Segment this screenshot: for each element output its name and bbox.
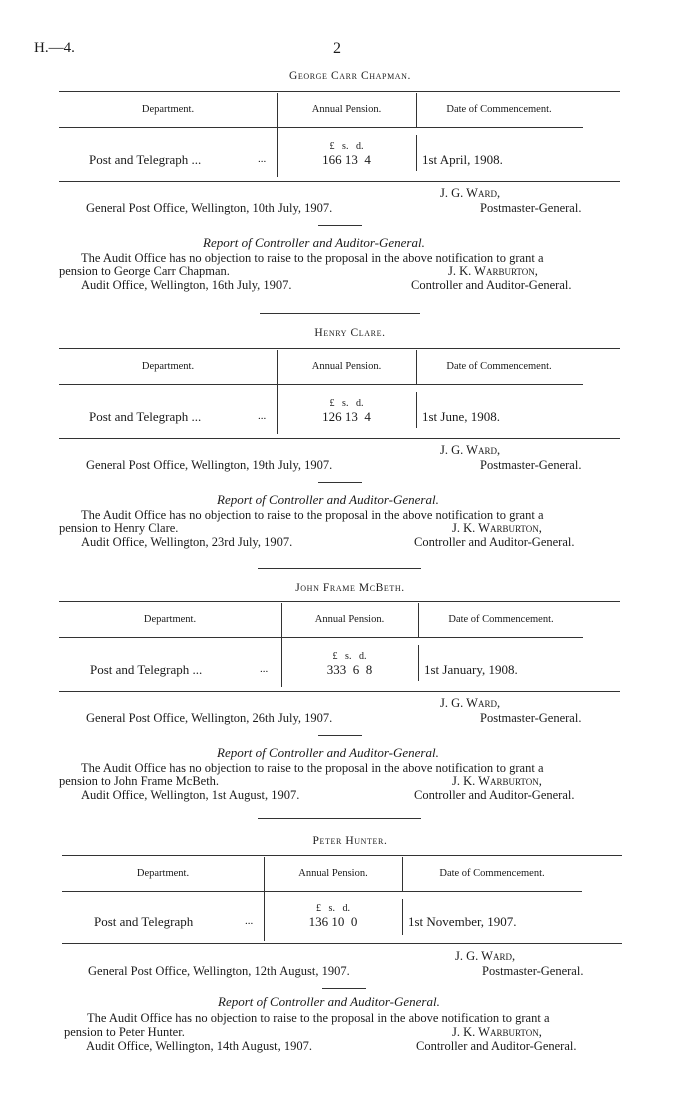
table-top-rule bbox=[59, 91, 620, 92]
report-text: The Audit Office has no objection to raise to the proposal in the above notification to grant a bbox=[81, 251, 544, 265]
column-divider bbox=[418, 645, 419, 681]
report-heading: Report of Controller and Auditor-General. bbox=[203, 235, 425, 250]
commencement-date: 1st June, 1908. bbox=[422, 409, 500, 424]
table-bottom-rule bbox=[59, 181, 620, 182]
leader-dots: ... bbox=[258, 410, 267, 422]
report-text: The Audit Office has no objection to raise to the proposal in the above notification to grant a bbox=[81, 761, 544, 775]
auditor-name: J. K. Warburton, bbox=[452, 774, 542, 788]
table-top-rule bbox=[59, 348, 620, 349]
report-text-continued: pension to Peter Hunter. bbox=[64, 1025, 185, 1039]
report-text-continued: pension to John Frame McBeth. bbox=[59, 774, 220, 788]
postmaster-name: J. G. Ward, bbox=[440, 443, 501, 457]
auditor-title: Controller and Auditor-General. bbox=[414, 535, 575, 549]
commencement-date: 1st January, 1908. bbox=[424, 662, 518, 677]
column-divider bbox=[416, 135, 417, 171]
table-top-rule bbox=[59, 601, 620, 602]
pensioner-name: George Carr Chapman. bbox=[288, 70, 412, 82]
post-office-dateline: General Post Office, Wellington, 19th July, 1907. bbox=[86, 458, 333, 472]
date-header: Date of Commencement. bbox=[439, 868, 545, 879]
post-office-dateline: General Post Office, Wellington, 10th July, 1907. bbox=[86, 201, 333, 215]
auditor-name: J. K. Warburton, bbox=[452, 1025, 542, 1039]
column-divider bbox=[402, 899, 403, 935]
report-text-continued: pension to George Carr Chapman. bbox=[59, 264, 230, 278]
short-divider bbox=[322, 988, 366, 989]
table-bottom-rule bbox=[59, 438, 620, 439]
report-heading: Report of Controller and Auditor-General. bbox=[217, 492, 439, 507]
pensioner-name: John Frame McBeth. bbox=[295, 582, 405, 594]
table-top-rule bbox=[62, 855, 622, 856]
post-office-dateline: General Post Office, Wellington, 12th August, 1907. bbox=[88, 964, 350, 978]
postmaster-title: Postmaster-General. bbox=[480, 458, 582, 472]
pension-header: Annual Pension. bbox=[311, 104, 382, 115]
money-units: £ s. d. bbox=[316, 903, 350, 914]
table-bottom-rule bbox=[62, 943, 622, 944]
short-divider bbox=[318, 482, 362, 483]
postmaster-name: J. G. Ward, bbox=[455, 949, 516, 963]
report-heading: Report of Controller and Auditor-General. bbox=[217, 745, 439, 760]
postmaster-name: J. G. Ward, bbox=[440, 186, 501, 200]
header-rule bbox=[62, 891, 582, 892]
pension-amount: 333 6 8 bbox=[326, 662, 373, 677]
leader-dots: ... bbox=[260, 663, 269, 675]
postmaster-name: J. G. Ward, bbox=[440, 696, 501, 710]
auditor-title: Controller and Auditor-General. bbox=[414, 788, 575, 802]
pension-amount: 136 10 0 bbox=[308, 914, 358, 929]
audit-office-dateline: Audit Office, Wellington, 16th July, 1907. bbox=[81, 278, 292, 292]
pension-header: Annual Pension. bbox=[311, 361, 382, 372]
pension-amount: 166 13 4 bbox=[322, 152, 371, 167]
auditor-name: J. K. Warburton, bbox=[452, 521, 542, 535]
department-cell: Post and Telegraph bbox=[94, 914, 194, 929]
pension-amount: 126 13 4 bbox=[322, 409, 371, 424]
leader-dots: ... bbox=[245, 915, 254, 927]
department-header: Department. bbox=[141, 104, 195, 115]
department-header: Department. bbox=[136, 868, 190, 879]
report-text: The Audit Office has no objection to raise to the proposal in the above notification to grant a bbox=[87, 1011, 550, 1025]
table-bottom-rule bbox=[59, 691, 620, 692]
date-header: Date of Commencement. bbox=[448, 614, 554, 625]
audit-office-dateline: Audit Office, Wellington, 14th August, 1907. bbox=[86, 1039, 312, 1053]
report-heading: Report of Controller and Auditor-General. bbox=[218, 994, 440, 1009]
auditor-title: Controller and Auditor-General. bbox=[416, 1039, 577, 1053]
section-separator bbox=[258, 568, 421, 569]
report-text-continued: pension to Henry Clare. bbox=[59, 521, 179, 535]
header-rule bbox=[59, 637, 583, 638]
column-divider bbox=[416, 392, 417, 428]
section-separator bbox=[260, 313, 420, 314]
department-cell: Post and Telegraph ... bbox=[89, 152, 202, 167]
pensioner-name: Henry Clare. bbox=[314, 327, 386, 339]
section-separator bbox=[258, 818, 421, 819]
header-rule bbox=[59, 127, 583, 128]
pensioner-name: Peter Hunter. bbox=[312, 835, 388, 847]
short-divider bbox=[318, 735, 362, 736]
audit-office-dateline: Audit Office, Wellington, 23rd July, 1907. bbox=[81, 535, 293, 549]
short-divider bbox=[318, 225, 362, 226]
pension-header: Annual Pension. bbox=[314, 614, 385, 625]
postmaster-title: Postmaster-General. bbox=[480, 711, 582, 725]
document-reference: H.—4. bbox=[34, 40, 75, 56]
department-header: Department. bbox=[143, 614, 197, 625]
money-units: £ s. d. bbox=[329, 141, 364, 152]
leader-dots: ... bbox=[258, 153, 267, 165]
post-office-dateline: General Post Office, Wellington, 26th July, 1907. bbox=[86, 711, 333, 725]
department-header: Department. bbox=[141, 361, 195, 372]
commencement-date: 1st April, 1908. bbox=[422, 152, 503, 167]
money-units: £ s. d. bbox=[329, 398, 364, 409]
auditor-name: J. K. Warburton, bbox=[448, 264, 538, 278]
auditor-title: Controller and Auditor-General. bbox=[411, 278, 572, 292]
audit-office-dateline: Audit Office, Wellington, 1st August, 1907. bbox=[81, 788, 300, 802]
header-rule bbox=[59, 384, 583, 385]
pension-header: Annual Pension. bbox=[298, 868, 368, 879]
postmaster-title: Postmaster-General. bbox=[482, 964, 584, 978]
date-header: Date of Commencement. bbox=[446, 104, 552, 115]
date-header: Date of Commencement. bbox=[446, 361, 552, 372]
postmaster-title: Postmaster-General. bbox=[480, 201, 582, 215]
commencement-date: 1st November, 1907. bbox=[408, 914, 517, 929]
page-number: 2 bbox=[333, 40, 341, 57]
money-units: £ s. d. bbox=[332, 651, 367, 662]
report-text: The Audit Office has no objection to raise to the proposal in the above notification to grant a bbox=[81, 508, 544, 522]
department-cell: Post and Telegraph ... bbox=[89, 409, 202, 424]
department-cell: Post and Telegraph ... bbox=[90, 662, 203, 677]
